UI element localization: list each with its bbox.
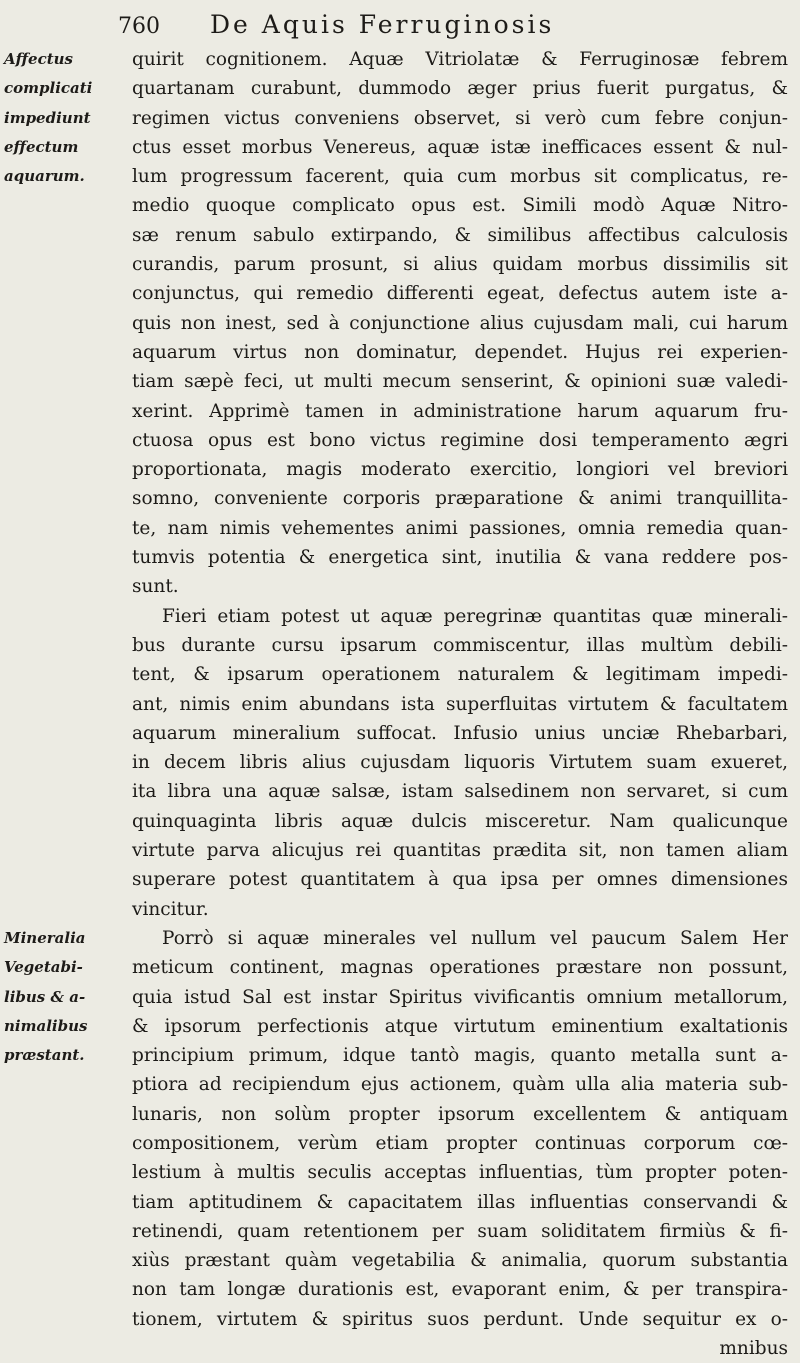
text-line: ctuosa opus est bono victus regimine dosi temperamento ægri: [132, 429, 788, 451]
text-line: sæ renum sabulo extirpando, & similibus affectibus calculosis: [132, 224, 788, 246]
marginal-note-line: libus & a-: [4, 987, 86, 1006]
text-line: bus durante cursu ipsarum commiscentur, illas multùm debili-: [132, 634, 788, 656]
marginal-note: [4, 45, 124, 191]
text-line: tent, & ipsarum operationem naturalem & legitimam impedi-: [132, 664, 788, 686]
text-line: medio quoque complicato opus est. Simili modò Aquæ Nitro-: [132, 195, 788, 217]
text-line: tiam aptitudinem & capacitatem illas influentias conservandi &: [132, 1191, 788, 1213]
text-line: tumvis potentia & energetica sint, inutilia & vana reddere pos-: [132, 547, 788, 569]
main-text: [132, 45, 788, 1363]
text-line: regimen victus conveniens observet, si verò cum febre conjun-: [132, 107, 788, 129]
text-line: lunaris, non solùm propter ipsorum excellentem & antiquam: [132, 1103, 788, 1125]
text-line: ptiora ad recipiendum ejus actionem, quàm ulla alia materia sub-: [132, 1074, 788, 1096]
text-line: Fieri etiam potest ut aquæ peregrinæ quantitas quæ minerali-: [162, 605, 788, 627]
text-line: ctus esset morbus Venereus, aquæ istæ inefficaces essent & nul-: [132, 136, 788, 158]
text-line: lum progressum facerent, quia cum morbus sit complicatus, re-: [132, 166, 788, 188]
text-line: somno, conveniente corporis præparatione & animi tranquillita-: [132, 488, 788, 510]
text-line: conjunctus, qui remedio differenti egeat, defectus autem iste a-: [132, 283, 788, 305]
marginal-note-line: Vegetabi-: [4, 958, 83, 977]
text-line: xerint. Apprimè tamen in administratione harum aquarum fru-: [132, 400, 788, 422]
text-line: principium primum, idque tantò magis, quanto metalla sunt a-: [132, 1045, 788, 1067]
text-line: aquarum virtus non dominatur, dependet. Hujus rei experien-: [132, 341, 788, 363]
text-line: ant, nimis enim abundans ista superfluitas virtutem & facultatem: [132, 693, 788, 715]
text-line: proportionata, magis moderato exercitio, longiori vel breviori: [132, 459, 788, 481]
text-line: meticum continent, magnas operationes præstare non possunt,: [132, 957, 788, 979]
text-line: in decem libris alius cujusdam liquoris Virtutem suam exueret,: [132, 752, 788, 774]
text-line: aquarum mineralium suffocat. Infusio unius unciæ Rhebarbari,: [132, 722, 788, 744]
catchword: mnibus: [719, 1338, 788, 1360]
text-line: te, nam nimis vehementes animi passiones, omnia remedia quan-: [132, 517, 788, 539]
paragraph: [132, 45, 788, 602]
text-line: compositionem, verùm etiam propter continuas corporum cœ-: [132, 1132, 788, 1154]
marginal-note-line: complicati: [4, 79, 93, 98]
text-line: xiùs præstant quàm vegetabilia & animalia, quorum substantia: [132, 1250, 788, 1272]
marginal-note-line: Mineralia: [4, 928, 86, 947]
text-line: virtute parva alicujus rei quantitas prædita sit, non tamen aliam: [132, 840, 788, 862]
paragraph: [132, 602, 788, 924]
running-title: De Aquis Ferruginosis: [210, 10, 555, 39]
marginal-note-line: præstant.: [4, 1046, 85, 1065]
text-line: retinendi, quam retentionem per suam soliditatem firmiùs & fi-: [132, 1220, 788, 1242]
marginalia-column: [4, 45, 124, 1070]
text-line: tiam sæpè feci, ut multi mecum senserint, & opinioni suæ valedi-: [132, 371, 788, 393]
text-line: curandis, parum prosunt, si alius quidam morbus dissimilis sit: [132, 254, 788, 276]
text-line: sunt.: [132, 576, 179, 598]
page-number: 760: [118, 14, 160, 39]
marginal-note: [4, 924, 124, 1070]
marginal-note-line: impediunt: [4, 108, 91, 127]
text-line: quia istud Sal est instar Spiritus vivificantis omnium metallorum,: [132, 986, 788, 1008]
text-line: quartanam curabunt, dummodo æger prius fuerit purgatus, &: [132, 78, 788, 100]
text-line: Porrò si aquæ minerales vel nullum vel paucum Salem Her: [162, 927, 788, 949]
text-line: vincitur.: [132, 898, 209, 920]
text-line: lestium à multis seculis acceptas influentias, tùm propter poten-: [132, 1162, 788, 1184]
text-line: & ipsorum perfectionis atque virtutum eminentium exaltationis: [132, 1015, 788, 1037]
marginal-note-line: nimalibus: [4, 1016, 88, 1035]
text-line: quinquaginta libris aquæ dulcis misceretur. Nam qualicunque: [132, 810, 788, 832]
marginal-note-line: aquarum.: [4, 167, 85, 186]
text-line: superare potest quantitatem à qua ipsa per omnes dimensiones: [132, 869, 788, 891]
text-line: quis non inest, sed à conjunctione alius cujusdam mali, cui harum: [132, 312, 788, 334]
text-line: ita libra una aquæ salsæ, istam salsedinem non servaret, si cum: [132, 781, 788, 803]
running-header: [118, 10, 698, 46]
paragraph: [132, 924, 788, 1334]
text-line: quirit cognitionem. Aquæ Vitriolatæ & Ferruginosæ febrem: [132, 49, 788, 70]
text-line: non tam longæ durationis est, evaporant enim, & per transpira-: [132, 1279, 788, 1301]
marginal-note-line: Affectus: [4, 50, 74, 68]
text-line: tionem, virtutem & spiritus suos perdunt. Unde sequitur ex o-: [132, 1308, 788, 1330]
marginal-note-line: effectum: [4, 137, 79, 156]
